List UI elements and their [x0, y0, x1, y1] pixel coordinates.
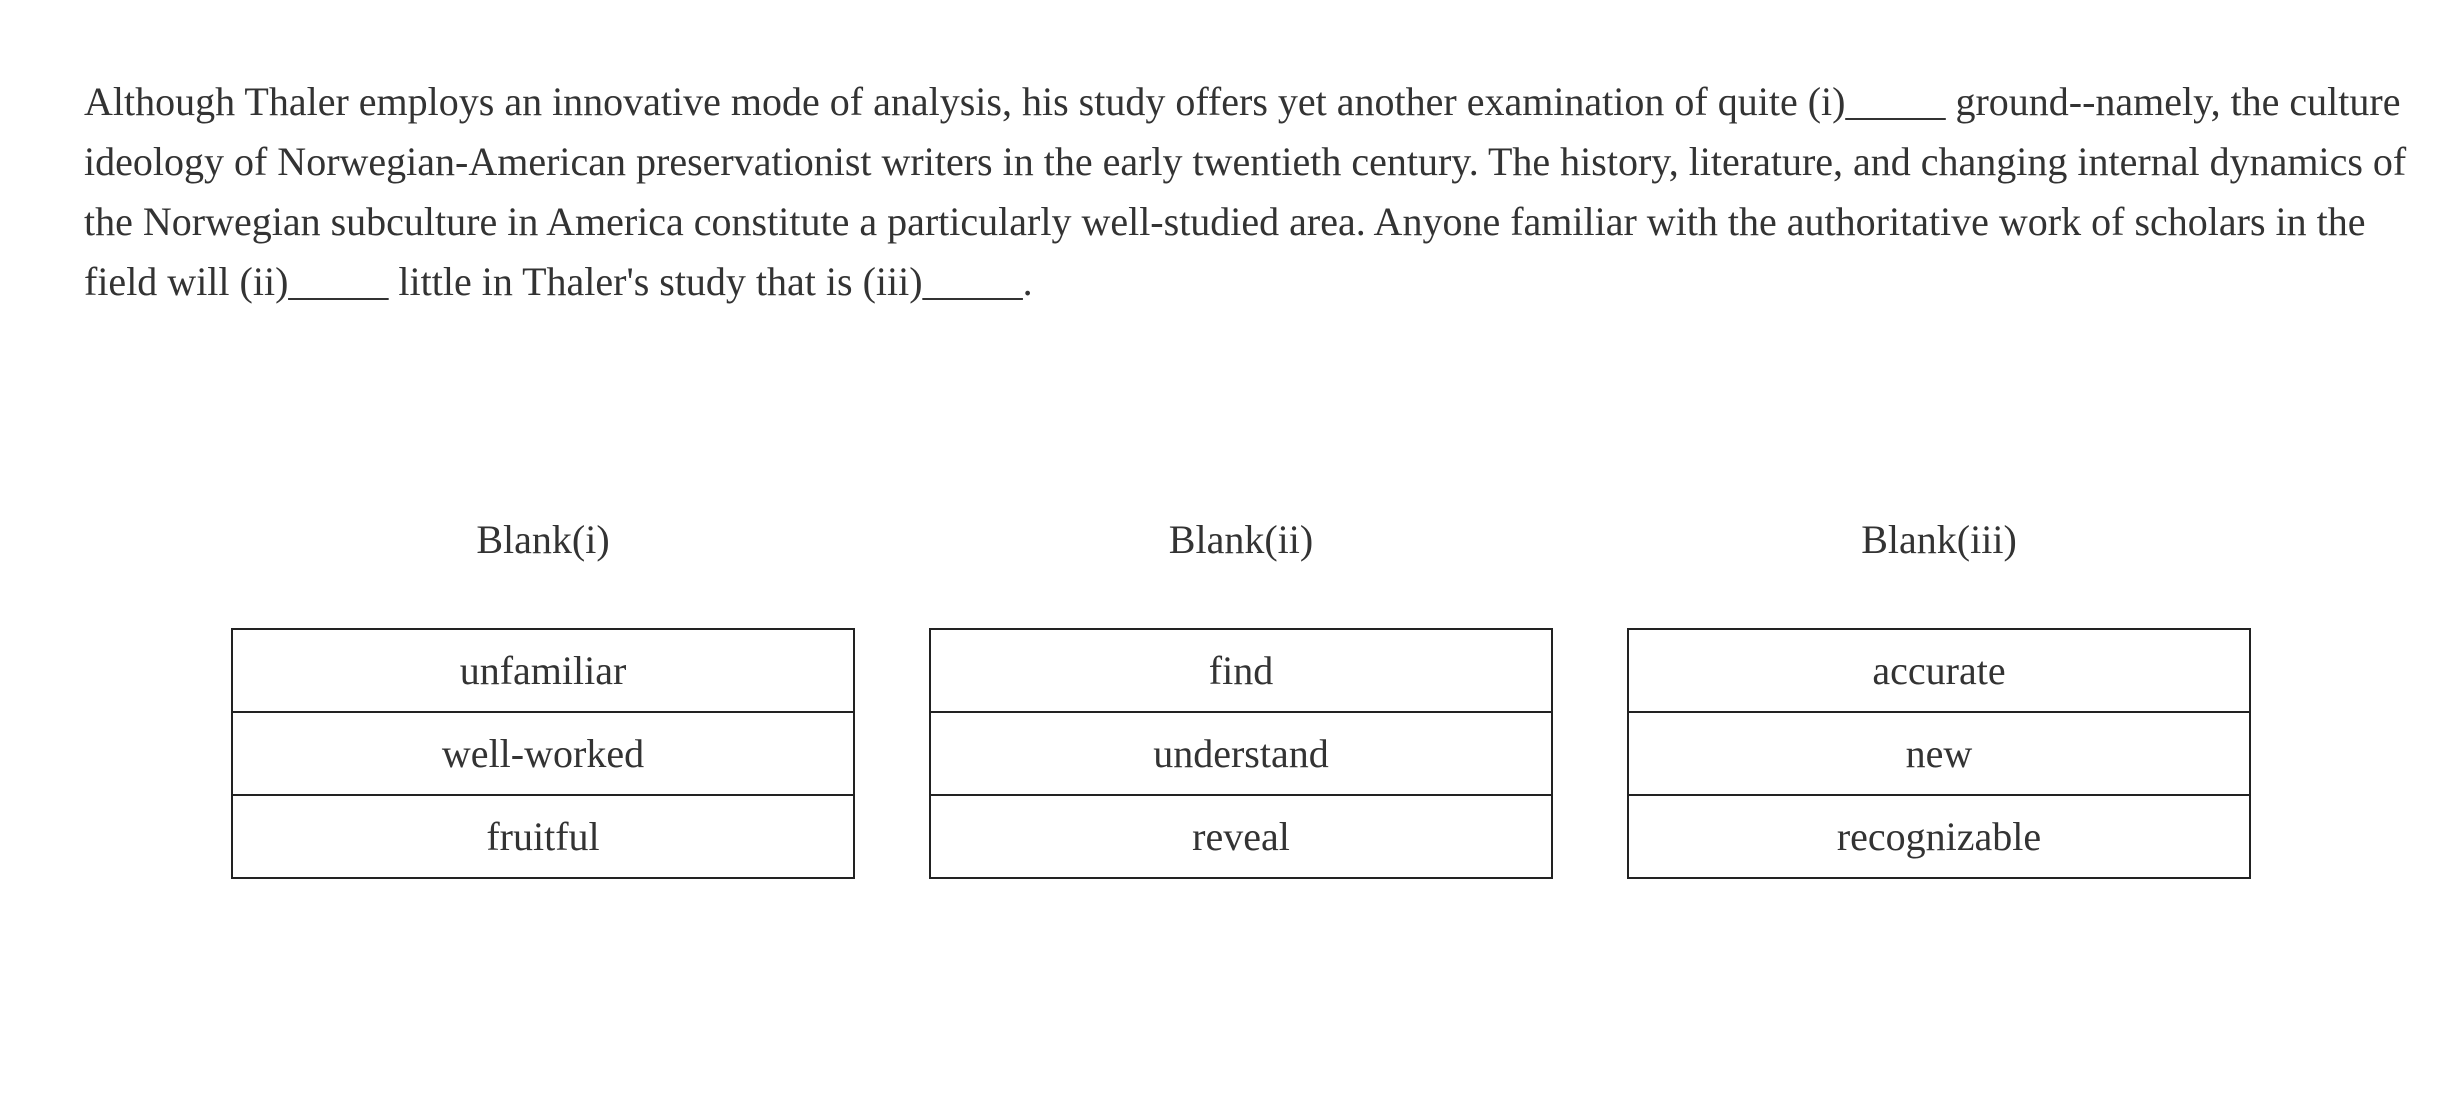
blank-i-title: Blank(i)	[476, 517, 610, 562]
blank-i-option-unfamiliar[interactable]: unfamiliar	[233, 630, 853, 713]
blank-ii-option-find[interactable]: find	[931, 630, 1551, 713]
blank-iii-option-new[interactable]: new	[1629, 713, 2249, 796]
blank-iii-title: Blank(iii)	[1861, 517, 2017, 562]
blank-i-option-well-worked[interactable]: well-worked	[233, 713, 853, 796]
blank-ii-option-reveal[interactable]: reveal	[1192, 814, 1290, 859]
question-passage: Although Thaler employs an innovative mode of analysis, his study offers yet another examination of quite (i)_____ ground--namely, the culture ideology of Norwegian-American preservationist writers in the early twentieth century. The history, literature, and changing internal dynamics of the Norwegian subculture in America constitute a particularly well-studied area. Anyone familiar with the authoritative work of scholars in the field will (ii)_____ little in Thaler's study that is (iii)_____.	[84, 79, 2407, 304]
blank-ii-option-understand[interactable]: understand	[931, 713, 1551, 796]
blank-i-option-fruitful[interactable]: fruitful	[486, 814, 600, 859]
blank-iii-option-recognizable[interactable]: recognizable	[1836, 814, 2042, 859]
blank-ii-options	[929, 628, 1553, 879]
blank-ii-column	[929, 510, 1553, 859]
blank-i-options	[231, 628, 855, 879]
blank-iii-option-accurate[interactable]: accurate	[1629, 630, 2249, 713]
blank-iii-column	[1627, 510, 2251, 859]
blank-ii-title: Blank(ii)	[1168, 517, 1314, 562]
blank-i-column	[231, 510, 855, 859]
blank-iii-options	[1627, 628, 2251, 879]
